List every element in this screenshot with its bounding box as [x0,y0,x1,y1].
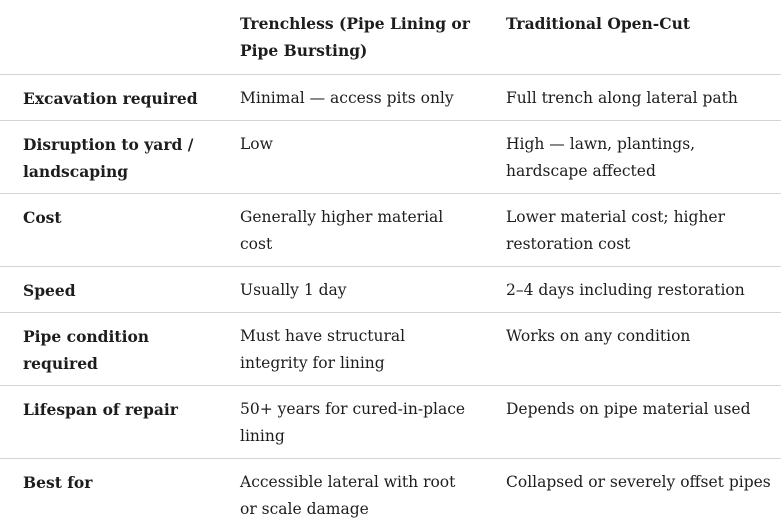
trenchless-cell: Usually 1 day [216,266,482,312]
trenchless-cell: 50+ years for cured-in-place lining [216,385,482,458]
open-cut-cell: Lower material cost; higher restoration cost [482,193,781,266]
row-label: Pipe condition required [0,312,216,385]
trenchless-cell: Minimal — access pits only [216,74,482,120]
table-row [0,458,781,531]
header-row [0,0,781,74]
row-label: Best for [0,458,216,531]
open-cut-cell: Collapsed or severely offset pipes [482,458,781,531]
header-empty-cell [0,0,216,74]
table-row [0,193,781,266]
trenchless-cell: Accessible lateral with root or scale damage [216,458,482,531]
row-label: Lifespan of repair [0,385,216,458]
open-cut-cell: Depends on pipe material used [482,385,781,458]
trenchless-cell: Must have structural integrity for lining [216,312,482,385]
table-row [0,120,781,193]
open-cut-cell: High — lawn, plantings, hardscape affected [482,120,781,193]
table-row [0,312,781,385]
trenchless-cell: Low [216,120,482,193]
open-cut-cell: Full trench along lateral path [482,74,781,120]
table-row [0,74,781,120]
open-cut-cell: Works on any condition [482,312,781,385]
row-label: Speed [0,266,216,312]
table-row [0,385,781,458]
row-label: Excavation required [0,74,216,120]
table-header [0,0,781,74]
header-trenchless: Trenchless (Pipe Lining or Pipe Bursting) [240,14,470,60]
trenchless-cell: Generally higher material cost [216,193,482,266]
header-open-cut: Traditional Open-Cut [506,14,690,33]
open-cut-cell: 2–4 days including restoration [482,266,781,312]
table-row [0,266,781,312]
table-body [0,74,781,531]
row-label: Cost [0,193,216,266]
row-label: Disruption to yard / landscaping [0,120,216,193]
